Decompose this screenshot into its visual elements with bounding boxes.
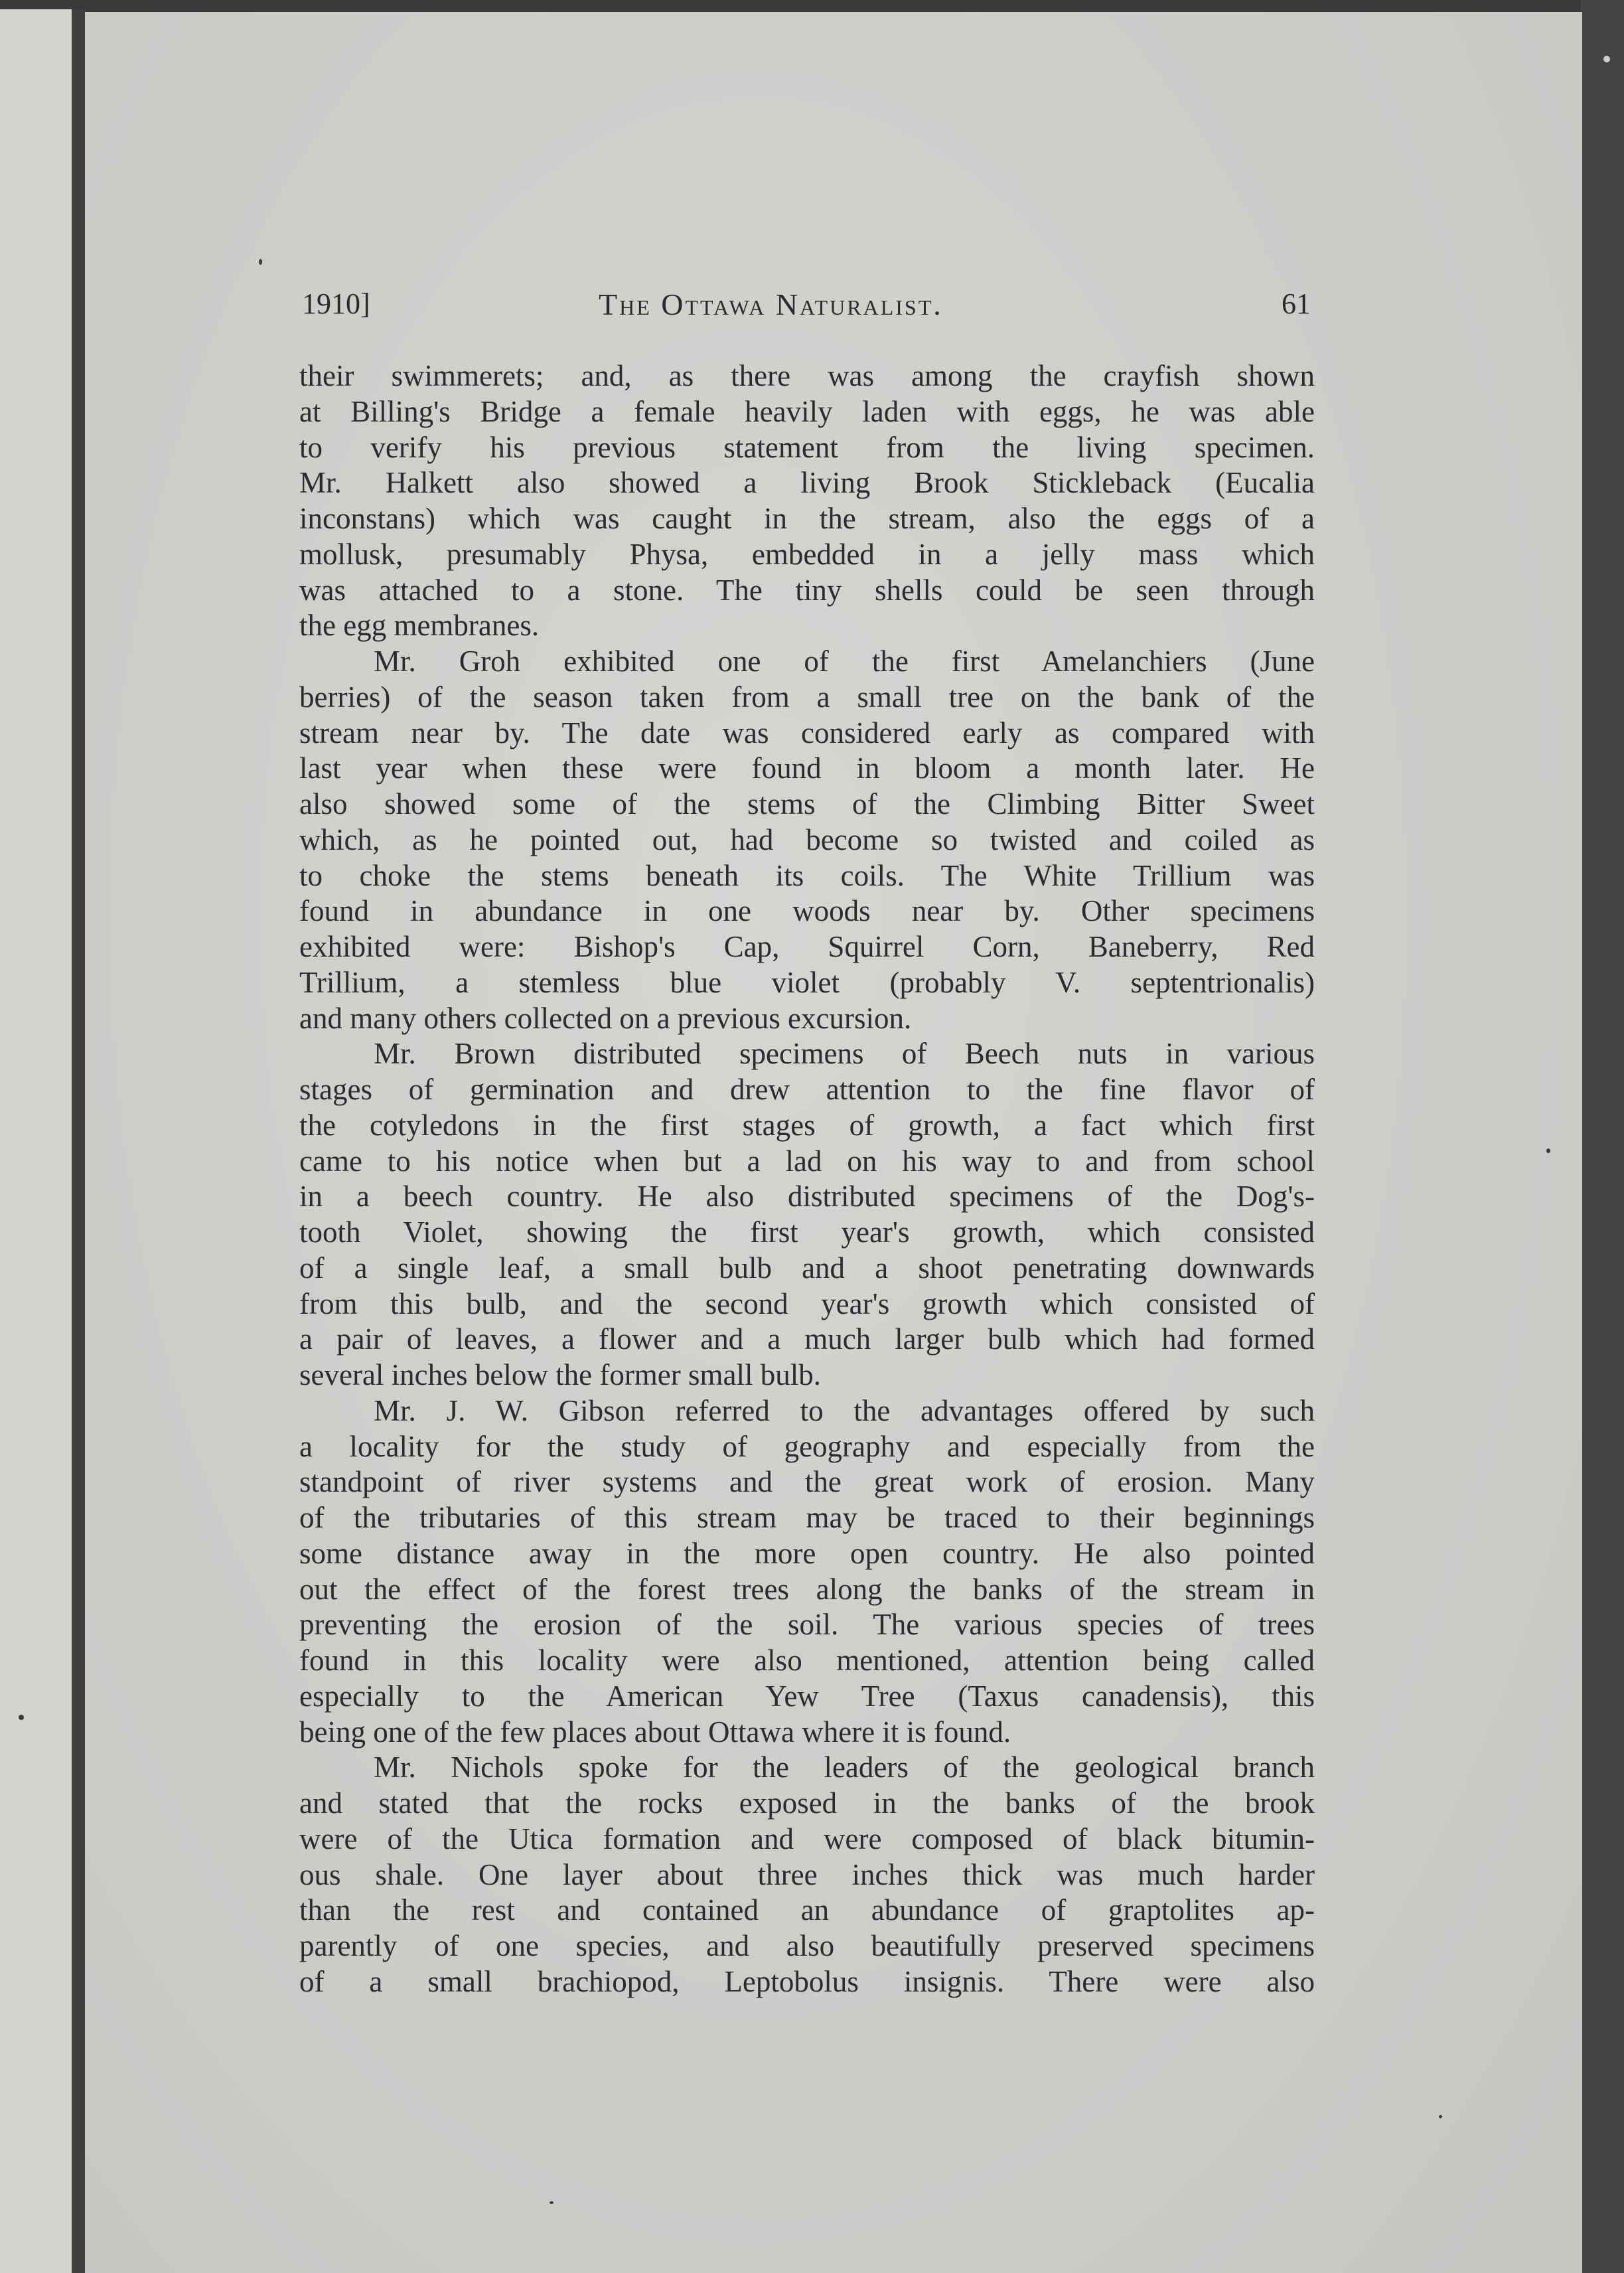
text-line: stream near by. The date was considered early as compared with <box>299 716 1315 749</box>
scan-right-border <box>1581 0 1624 2273</box>
text-line: found in this locality were also mentioned, attention being called <box>299 1644 1315 1677</box>
text-line: the egg membranes. <box>299 609 540 643</box>
scan-speck <box>19 1715 24 1720</box>
text-line: their swimmerets; and, as there was among the crayfish shown <box>299 359 1315 392</box>
text-line: a pair of leaves, a flower and a much larger bulb which had formed <box>299 1322 1315 1356</box>
text-line: also showed some of the stems of the Climbing Bitter Sweet <box>299 787 1315 821</box>
text-line: out the effect of the forest trees along the banks of the stream in <box>299 1572 1315 1606</box>
paragraph-start: Mr. Brown distributed specimens of Beech nuts in various <box>374 1037 1315 1071</box>
text-line: and many others collected on a previous excursion. <box>299 1001 912 1035</box>
text-line: of a single leaf, a small bulb and a shoot penetrating downwards <box>299 1251 1315 1285</box>
text-line: tooth Violet, showing the first year's growth, which consisted <box>299 1215 1315 1249</box>
text-line: found in abundance in one woods near by. Other specimens <box>299 894 1315 928</box>
article-body <box>299 358 1315 2000</box>
text-line: came to his notice when but a lad on his way to and from school <box>299 1144 1315 1178</box>
scan-speck <box>259 259 262 265</box>
journal-title: The Ottawa Naturalist. <box>599 287 943 321</box>
previous-page-edge <box>0 9 72 2273</box>
text-line: of the tributaries of this stream may be traced to their beginnings <box>299 1501 1315 1534</box>
text-line: was attached to a stone. The tiny shells could be seen through <box>299 573 1315 607</box>
text-line: several inches below the former small bulb. <box>299 1358 822 1391</box>
text-line: which, as he pointed out, had become so twisted and coiled as <box>299 823 1315 856</box>
text-line: in a beech country. He also distributed specimens of the Dog's- <box>299 1180 1315 1214</box>
text-line: and stated that the rocks exposed in the banks of the brook <box>299 1786 1315 1820</box>
text-line: at Billing's Bridge a female heavily laden with eggs, he was able <box>299 394 1315 428</box>
paragraph-start: Mr. Nichols spoke for the leaders of the geological branch <box>374 1751 1315 1784</box>
text-line: standpoint of river systems and the great work of erosion. Many <box>299 1465 1315 1499</box>
text-line: Mr. Halkett also showed a living Brook Stickleback (Eucalia <box>299 466 1315 500</box>
text-line: a locality for the study of geography and especially from the <box>299 1429 1315 1463</box>
text-line: ous shale. One layer about three inches thick was much harder <box>299 1857 1315 1891</box>
text-line: to verify his previous statement from the living specimen. <box>299 430 1315 464</box>
text-line: were of the Utica formation and were composed of black bitumin- <box>299 1822 1315 1855</box>
text-line: from this bulb, and the second year's growth which consisted of <box>299 1287 1315 1320</box>
text-line: Trillium, a stemless blue violet (probably V. septentrionalis) <box>299 965 1315 999</box>
text-line: of a small brachiopod, Leptobolus insignis. There were also <box>299 1964 1315 1998</box>
text-line: berries) of the season taken from a small tree on the bank of the <box>299 680 1315 714</box>
scan-speck <box>550 2201 554 2204</box>
text-line: mollusk, presumably Physa, embedded in a jelly mass which <box>299 537 1315 571</box>
text-line: some distance away in the more open country. He also pointed <box>299 1536 1315 1570</box>
page-number: 61 <box>1282 287 1311 320</box>
text-line: parently of one species, and also beautifully preserved specimens <box>299 1929 1315 1962</box>
paragraph-start: Mr. J. W. Gibson referred to the advantages offered by such <box>374 1393 1315 1427</box>
text-line: being one of the few places about Ottawa where it is found. <box>299 1715 1011 1749</box>
text-line: to choke the stems beneath its coils. The White Trillium was <box>299 858 1315 892</box>
text-line: exhibited were: Bishop's Cap, Squirrel Corn, Baneberry, Red <box>299 930 1315 963</box>
scan-speck <box>1439 2115 1442 2118</box>
text-line: than the rest and contained an abundance of graptolites ap- <box>299 1893 1315 1927</box>
text-line: especially to the American Yew Tree (Taxus canadensis), this <box>299 1679 1315 1713</box>
paragraph-start: Mr. Groh exhibited one of the first Amelanchiers (June <box>374 645 1315 678</box>
running-header <box>302 287 1311 327</box>
scan-speck <box>1603 56 1610 62</box>
text-line: stages of germination and drew attention to the fine flavor of <box>299 1073 1315 1106</box>
text-line: last year when these were found in bloom a month later. He <box>299 751 1315 785</box>
scan-speck <box>1546 1148 1550 1153</box>
text-line: inconstans) which was caught in the stream, also the eggs of a <box>299 502 1315 535</box>
header-year: 1910] <box>302 287 370 320</box>
text-line: the cotyledons in the first stages of growth, a fact which first <box>299 1108 1315 1142</box>
page-gutter <box>72 9 86 2273</box>
text-line: preventing the erosion of the soil. The various species of trees <box>299 1608 1315 1642</box>
